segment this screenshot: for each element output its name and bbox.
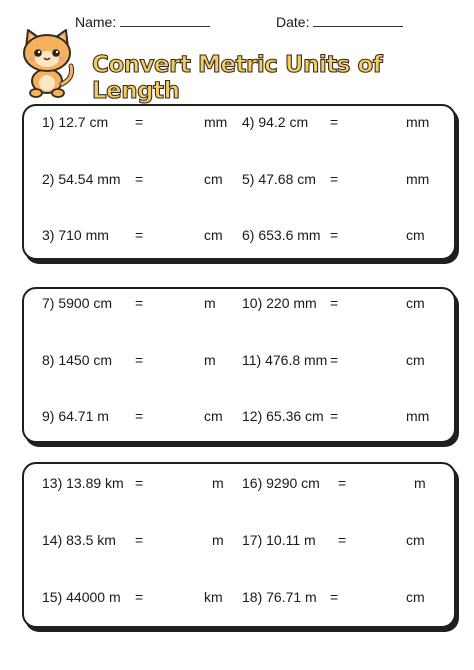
date-blank-line[interactable] — [313, 14, 403, 27]
equals-sign: = — [338, 475, 347, 491]
equals-sign: = — [338, 532, 347, 548]
problem-panel-1 — [22, 104, 456, 260]
answer-unit: cm — [406, 589, 425, 605]
problem-question: 11) 476.8 mm — [242, 352, 328, 368]
answer-unit: mm — [406, 114, 430, 130]
equals-sign: = — [330, 171, 339, 187]
equals-sign: = — [135, 295, 144, 311]
name-blank-line[interactable] — [120, 14, 210, 27]
cat-mascot-icon — [16, 26, 78, 98]
name-label: Name: — [75, 14, 117, 30]
equals-sign: = — [135, 589, 144, 605]
problem-question: 15) 44000 m — [42, 589, 121, 605]
answer-unit: cm — [406, 352, 425, 368]
problem-question: 1) 12.7 cm — [42, 114, 109, 130]
problem-question: 8) 1450 cm — [42, 352, 113, 368]
problem-question: 7) 5900 cm — [42, 295, 113, 311]
problem-question: 6) 653.6 mm — [242, 227, 321, 243]
problem-question: 3) 710 mm — [42, 227, 109, 243]
problem-question: 12) 65.36 cm — [242, 408, 324, 424]
equals-sign: = — [135, 408, 144, 424]
equals-sign: = — [135, 227, 144, 243]
problem-question: 16) 9290 cm — [242, 475, 320, 491]
equals-sign: = — [330, 589, 339, 605]
problem-panel-2 — [22, 287, 456, 443]
answer-unit: mm — [406, 171, 430, 187]
equals-sign: = — [330, 114, 339, 130]
equals-sign: = — [135, 171, 144, 187]
worksheet-title: Convert Metric Units of Length — [92, 52, 383, 104]
problem-question: 14) 83.5 km — [42, 532, 116, 548]
problem-question: 5) 47.68 cm — [242, 171, 316, 187]
date-label: Date: — [276, 14, 310, 30]
answer-unit: cm — [204, 171, 223, 187]
problem-question: 18) 76.71 m — [242, 589, 317, 605]
answer-unit: cm — [406, 295, 425, 311]
answer-unit: km — [204, 589, 223, 605]
equals-sign: = — [330, 227, 339, 243]
name-field[interactable] — [75, 14, 210, 30]
answer-unit: m — [212, 532, 224, 548]
problem-question: 17) 10.11 m — [242, 532, 316, 548]
problem-question: 9) 64.71 m — [42, 408, 109, 424]
answer-unit: m — [212, 475, 224, 491]
equals-sign: = — [330, 295, 339, 311]
problem-panel-3 — [22, 462, 456, 628]
equals-sign: = — [135, 532, 144, 548]
answer-unit: mm — [406, 408, 430, 424]
answer-unit: m — [414, 475, 426, 491]
answer-unit: cm — [204, 227, 223, 243]
equals-sign: = — [135, 352, 144, 368]
answer-unit: m — [204, 295, 216, 311]
equals-sign: = — [330, 408, 339, 424]
problem-question: 4) 94.2 cm — [242, 114, 309, 130]
answer-unit: m — [204, 352, 216, 368]
answer-unit: cm — [406, 532, 425, 548]
problem-question: 10) 220 mm — [242, 295, 317, 311]
answer-unit: mm — [204, 114, 228, 130]
equals-sign: = — [330, 352, 339, 368]
equals-sign: = — [135, 475, 144, 491]
problem-question: 13) 13.89 km — [42, 475, 124, 491]
answer-unit: cm — [406, 227, 425, 243]
answer-unit: cm — [204, 408, 223, 424]
date-field[interactable] — [276, 14, 403, 30]
problem-question: 2) 54.54 mm — [42, 171, 121, 187]
equals-sign: = — [135, 114, 144, 130]
